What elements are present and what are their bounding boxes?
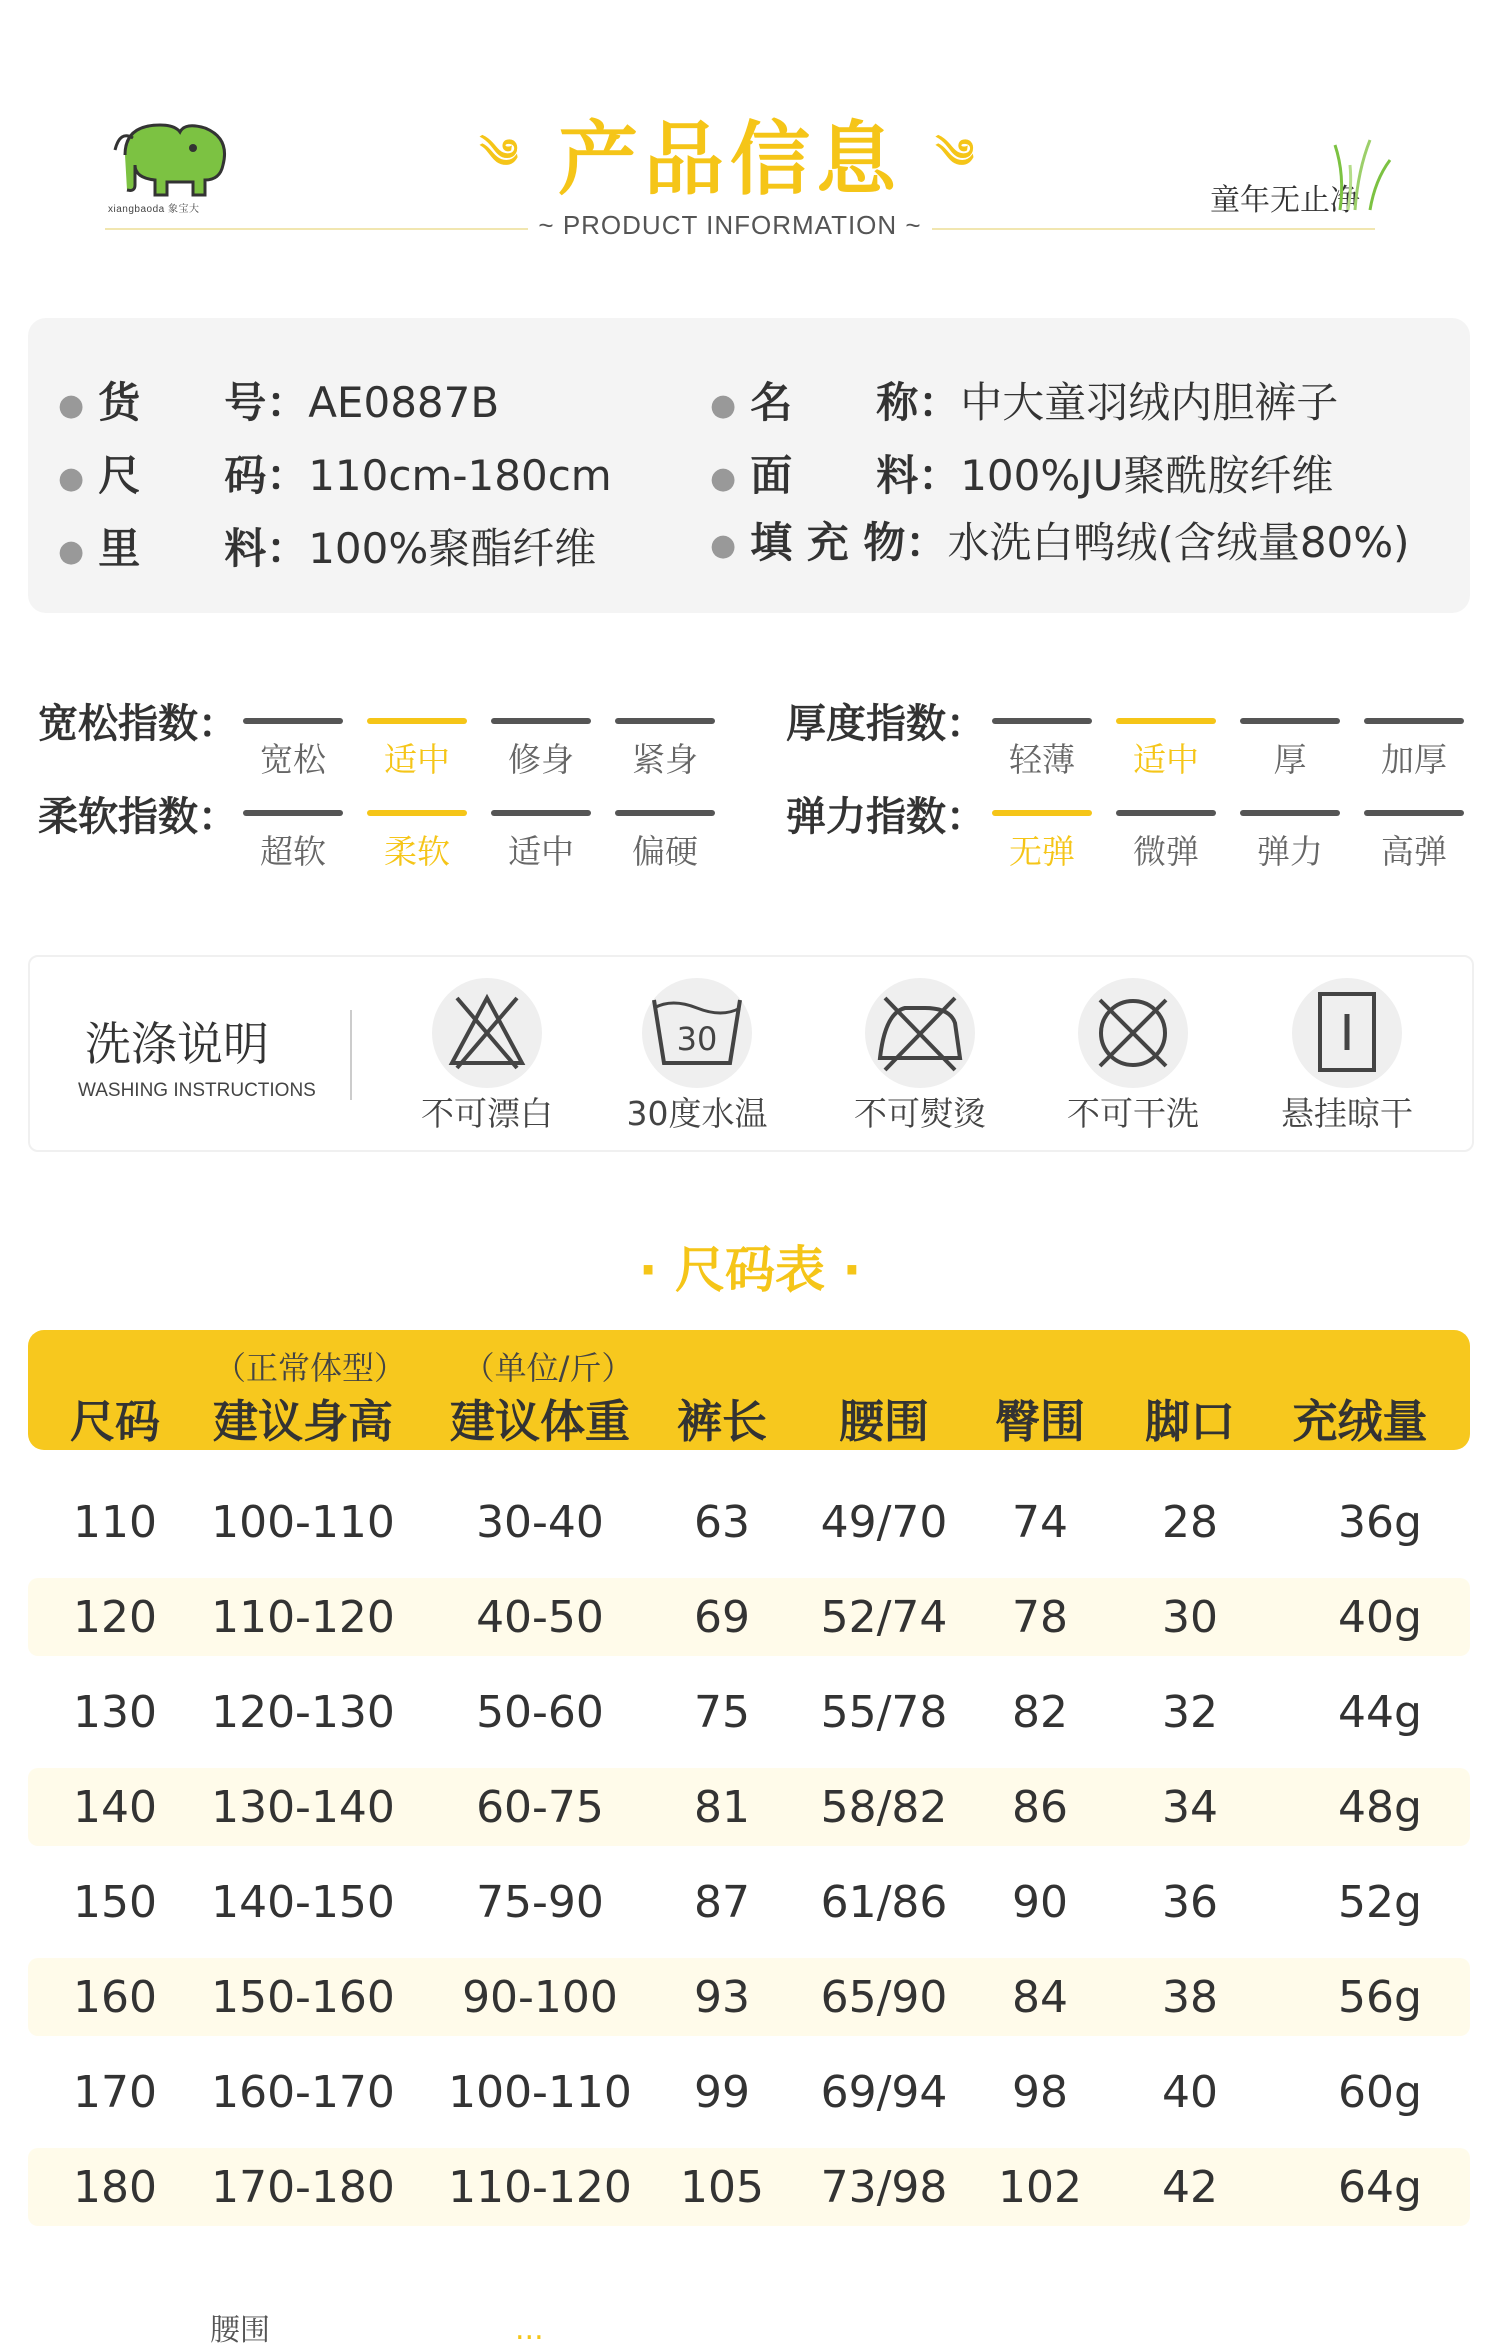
no-dry-clean-label: 不可干洗	[1067, 1094, 1199, 1133]
table-cell: 36	[1162, 1877, 1218, 1928]
table-cell: 90-100	[462, 1972, 618, 2023]
table-cell: 99	[694, 2067, 750, 2118]
wash-30-icon	[642, 978, 752, 1088]
hang-dry-icon	[1292, 978, 1402, 1088]
hang-dry-label: 悬挂晾干	[1281, 1094, 1413, 1133]
index-option-label: 适中	[508, 832, 574, 871]
table-cell: 44g	[1338, 1687, 1422, 1738]
table-cell: 150-160	[211, 1972, 395, 2023]
index-option-label: 宽松	[260, 740, 326, 779]
index-option-label: 高弹	[1381, 832, 1447, 871]
table-cell: 55/78	[820, 1687, 948, 1738]
index-option	[1364, 810, 1464, 873]
table-cell: 30-40	[476, 1497, 604, 1548]
table-cell: 34	[1162, 1782, 1218, 1833]
index-option	[615, 718, 715, 781]
table-cell: 28	[1162, 1497, 1218, 1548]
table-cell: 90	[1012, 1877, 1068, 1928]
thickness-index-label: 厚度指数：	[786, 701, 986, 747]
table-cell: 102	[998, 2162, 1082, 2213]
table-cell: 180	[73, 2162, 157, 2213]
no-bleach-label: 不可漂白	[421, 1094, 553, 1133]
no-iron-label: 不可熨烫	[854, 1094, 986, 1133]
table-cell: 64g	[1338, 2162, 1422, 2213]
softness-index-label: 柔软指数：	[38, 794, 238, 840]
index-option-label: 适中	[384, 740, 450, 779]
title-text: 产品信息	[558, 113, 902, 206]
no-iron-icon	[865, 978, 975, 1088]
brand-text: xiangbaoda 象宝大	[108, 204, 200, 215]
table-cell: 75-90	[476, 1877, 604, 1928]
index-bar	[243, 810, 343, 816]
table-cell: 48g	[1338, 1782, 1422, 1833]
index-option-label: 厚	[1273, 740, 1307, 779]
no-dry-clean-icon	[1078, 978, 1188, 1088]
table-cell: 84	[1012, 1972, 1068, 2023]
svg-text:30: 30	[676, 1020, 718, 1058]
table-cell: 110-120	[448, 2162, 632, 2213]
table-cell: 75	[694, 1687, 750, 1738]
washing-divider	[350, 1010, 352, 1100]
table-cell: 56g	[1338, 1972, 1422, 2023]
table-cell: 110	[73, 1497, 157, 1548]
table-cell: 120	[73, 1592, 157, 1643]
table-cell: 93	[694, 1972, 750, 2023]
table-cell: 74	[1012, 1497, 1068, 1548]
index-option-label: 无弹	[1009, 832, 1075, 871]
table-header-cell: 建议体重	[449, 1395, 630, 1448]
table-cell: 86	[1012, 1782, 1068, 1833]
index-option-label: 适中	[1133, 740, 1199, 779]
table-cell: 52/74	[820, 1592, 948, 1643]
grass-icon	[1330, 135, 1400, 215]
index-option-label: 偏硬	[632, 832, 698, 871]
table-cell: 30	[1162, 1592, 1218, 1643]
table-row	[28, 1768, 1470, 1846]
swirl-left-icon: ༄	[479, 131, 525, 178]
table-cell: 40-50	[476, 1592, 604, 1643]
table-header-cell: 建议身高	[212, 1395, 393, 1448]
table-cell: 130	[73, 1687, 157, 1738]
table-cell: 150	[73, 1877, 157, 1928]
table-row	[28, 1863, 1470, 1941]
info-item-lining: ● 里 料：100%聚酯纤维	[58, 524, 597, 573]
index-option-label: 弹力	[1257, 832, 1323, 871]
table-cell: 32	[1162, 1687, 1218, 1738]
index-bar	[1240, 718, 1340, 724]
washing-subtitle: WASHING INSTRUCTIONS	[78, 1080, 316, 1101]
index-bar	[1116, 718, 1216, 724]
index-option	[491, 718, 591, 781]
table-cell: 65/90	[820, 1972, 948, 2023]
table-row	[28, 1673, 1470, 1751]
table-cell: 120-130	[211, 1687, 395, 1738]
table-cell: 40g	[1338, 1592, 1422, 1643]
table-cell: 42	[1162, 2162, 1218, 2213]
index-option	[1116, 718, 1216, 781]
table-cell: 100-110	[448, 2067, 632, 2118]
table-cell: 140-150	[211, 1877, 395, 1928]
index-option	[1240, 718, 1340, 781]
index-bar	[367, 718, 467, 724]
index-option-label: 修身	[508, 740, 574, 779]
table-cell: 140	[73, 1782, 157, 1833]
index-option	[1240, 810, 1340, 873]
index-bar	[1364, 718, 1464, 724]
table-cell: 36g	[1338, 1497, 1422, 1548]
table-cell: 130-140	[211, 1782, 395, 1833]
table-cell: 40	[1162, 2067, 1218, 2118]
slogan: 童年无止净	[1210, 183, 1360, 218]
no-bleach-icon	[432, 978, 542, 1088]
table-cell: 110-120	[211, 1592, 395, 1643]
info-item-filling: ● 填 充 物：水洗白鸭绒(含绒量80%)	[710, 518, 1410, 567]
index-option	[367, 810, 467, 873]
table-header-cell: 腰围	[838, 1395, 929, 1448]
table-row	[28, 1483, 1470, 1561]
table-cell: 49/70	[820, 1497, 948, 1548]
index-option	[491, 810, 591, 873]
index-option	[243, 718, 343, 781]
info-item-name: ● 名 称：中大童羽绒内胆裤子	[710, 378, 1339, 427]
table-cell: 170-180	[211, 2162, 395, 2213]
table-cell: 60-75	[476, 1782, 604, 1833]
table-cell: 105	[680, 2162, 764, 2213]
table-header-cell: 脚口	[1144, 1395, 1235, 1448]
table-cell: 63	[694, 1497, 750, 1548]
index-bar	[615, 810, 715, 816]
index-bar	[367, 810, 467, 816]
info-item-size: ● 尺 码：110cm-180cm	[58, 451, 612, 500]
table-cell: 81	[694, 1782, 750, 1833]
table-cell: 98	[1012, 2067, 1068, 2118]
table-row	[28, 2053, 1470, 2131]
index-option-label: 微弹	[1133, 832, 1199, 871]
index-bar	[1116, 810, 1216, 816]
table-header-cell: 臀围	[994, 1395, 1085, 1448]
table-cell: 38	[1162, 1972, 1218, 2023]
table-cell: 61/86	[820, 1877, 948, 1928]
table-row	[28, 1958, 1470, 2036]
index-option	[615, 810, 715, 873]
table-row	[28, 1578, 1470, 1656]
height-note: （正常体型）	[213, 1349, 406, 1387]
index-option-label: 柔软	[384, 832, 450, 871]
size-chart-title: · 尺码表 ·	[638, 1241, 862, 1299]
index-bar	[491, 810, 591, 816]
table-cell: 82	[1012, 1687, 1068, 1738]
table-cell: 50-60	[476, 1687, 604, 1738]
table-cell: 160	[73, 1972, 157, 2023]
table-header-cell: 充绒量	[1292, 1395, 1428, 1448]
index-option	[992, 810, 1092, 873]
index-option-label: 紧身	[632, 740, 698, 779]
table-cell: 73/98	[820, 2162, 948, 2213]
index-option	[243, 810, 343, 873]
index-option-label: 加厚	[1381, 740, 1447, 779]
table-cell: 100-110	[211, 1497, 395, 1548]
index-option	[367, 718, 467, 781]
washing-title: 洗涤说明	[85, 1017, 269, 1071]
table-cell: 69	[694, 1592, 750, 1643]
table-header-cell: 裤长	[676, 1395, 767, 1448]
footer-partial-left: 腰围	[210, 2313, 270, 2348]
table-cell: 160-170	[211, 2067, 395, 2118]
index-option	[992, 718, 1092, 781]
table-cell: 60g	[1338, 2067, 1422, 2118]
index-bar	[1364, 810, 1464, 816]
table-cell: 69/94	[820, 2067, 948, 2118]
table-row	[28, 2148, 1470, 2226]
footer-partial-right: ...	[515, 2312, 544, 2347]
table-cell: 87	[694, 1877, 750, 1928]
table-cell: 58/82	[820, 1782, 948, 1833]
index-bar	[615, 718, 715, 724]
index-bar	[1240, 810, 1340, 816]
swirl-right-icon: ༄	[935, 131, 981, 178]
index-bar	[243, 718, 343, 724]
info-item-number: ● 货 号：AE0887B	[58, 378, 500, 427]
index-option	[1364, 718, 1464, 781]
wash-30-label: 30度水温	[626, 1094, 768, 1133]
index-bar	[992, 718, 1092, 724]
info-item-fabric: ● 面 料：100%JU聚酰胺纤维	[710, 451, 1334, 500]
table-cell: 170	[73, 2067, 157, 2118]
index-bar	[992, 810, 1092, 816]
table-cell: 52g	[1338, 1877, 1422, 1928]
index-option	[1116, 810, 1216, 873]
page-subtitle: ~ PRODUCT INFORMATION ~	[0, 210, 1460, 241]
index-bar	[491, 718, 591, 724]
table-cell: 78	[1012, 1592, 1068, 1643]
fit-index-label: 宽松指数：	[38, 701, 238, 747]
elasticity-index-label: 弹力指数：	[786, 794, 986, 840]
index-option-label: 轻薄	[1009, 740, 1075, 779]
index-option-label: 超软	[260, 832, 326, 871]
table-header-cell: 尺码	[69, 1395, 160, 1448]
weight-note: （单位/斤）	[462, 1349, 634, 1387]
